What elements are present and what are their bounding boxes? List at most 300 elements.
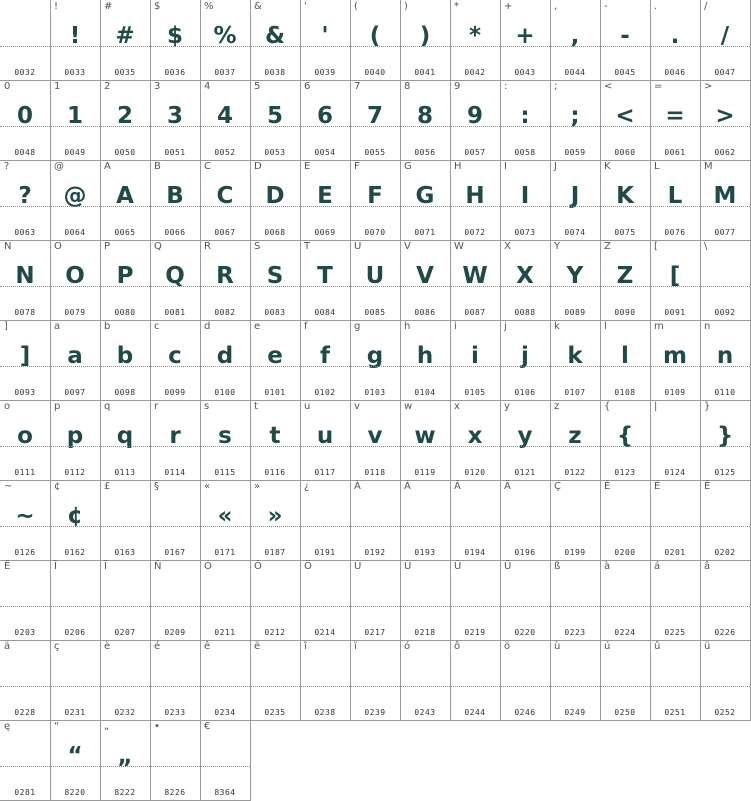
baseline-guide — [0, 526, 50, 527]
baseline-guide — [400, 686, 450, 687]
cell-character-label: Ë — [4, 561, 11, 572]
baseline-guide — [450, 526, 500, 527]
glyph-cell — [650, 0, 701, 81]
cell-code-label: 0224 — [614, 628, 636, 637]
cell-character-label: Î — [54, 561, 57, 572]
cell-glyph-sample: l — [621, 343, 629, 369]
glyph-cell — [250, 400, 301, 481]
cell-code-label: 0073 — [514, 228, 536, 237]
cell-code-label: 0076 — [664, 228, 686, 237]
cell-glyph-sample — [300, 576, 350, 616]
baseline-guide — [100, 446, 150, 447]
baseline-guide — [250, 526, 300, 527]
baseline-guide — [150, 286, 200, 287]
cell-code-label: 0108 — [614, 388, 636, 397]
baseline-guide — [100, 286, 150, 287]
cell-character-label: 2 — [104, 81, 111, 92]
glyph-cell — [250, 0, 301, 81]
cell-glyph-sample: » — [267, 503, 283, 529]
baseline-guide — [100, 126, 150, 127]
cell-character-label: Y — [554, 241, 561, 252]
cell-code-label: 0050 — [114, 148, 136, 157]
glyph-cell — [350, 480, 401, 561]
cell-code-label: 0074 — [564, 228, 586, 237]
glyph-cell — [650, 480, 701, 561]
glyph-cell — [0, 80, 51, 161]
cell-glyph-sample — [0, 16, 50, 56]
cell-code-label: 0069 — [314, 228, 336, 237]
glyph-cell — [250, 240, 301, 321]
cell-code-label: 0171 — [214, 548, 236, 557]
baseline-guide — [50, 766, 100, 767]
baseline-guide — [600, 286, 650, 287]
cell-character-label: „ — [104, 721, 110, 732]
baseline-guide — [100, 766, 150, 767]
cell-code-label: 0065 — [114, 228, 136, 237]
cell-character-label: : — [504, 81, 508, 92]
cell-glyph-sample: C — [216, 183, 234, 209]
cell-character-label: Ö — [304, 561, 312, 572]
baseline-guide — [450, 366, 500, 367]
baseline-guide — [500, 286, 550, 287]
cell-glyph-sample: Y — [566, 263, 584, 289]
glyph-cell — [600, 80, 651, 161]
baseline-guide — [150, 446, 200, 447]
cell-glyph-sample: q — [116, 423, 134, 449]
cell-glyph-sample — [450, 576, 500, 616]
cell-glyph-sample — [700, 256, 750, 296]
cell-code-label: 0117 — [314, 468, 336, 477]
baseline-guide — [100, 46, 150, 47]
glyph-cell — [250, 560, 301, 641]
baseline-guide — [650, 286, 700, 287]
cell-character-label: » — [254, 481, 261, 492]
cell-code-label: 0212 — [264, 628, 286, 637]
cell-code-label: 0103 — [364, 388, 386, 397]
cell-glyph-sample — [200, 576, 250, 616]
cell-glyph-sample: o — [17, 423, 33, 449]
glyph-cell — [100, 720, 151, 801]
baseline-guide — [0, 766, 50, 767]
glyph-cell — [350, 80, 401, 161]
cell-code-label: 0092 — [714, 308, 736, 317]
cell-code-label: 0054 — [314, 148, 336, 157]
cell-character-label: ~ — [4, 481, 13, 492]
baseline-guide — [400, 366, 450, 367]
baseline-guide — [450, 206, 500, 207]
baseline-guide — [250, 206, 300, 207]
cell-code-label: 0109 — [664, 388, 686, 397]
cell-glyph-sample: w — [414, 423, 436, 449]
glyph-cell — [500, 0, 551, 81]
baseline-guide — [150, 126, 200, 127]
cell-glyph-sample: K — [616, 183, 634, 209]
baseline-guide — [250, 46, 300, 47]
glyph-cell — [0, 0, 51, 81]
cell-character-label: u — [304, 401, 311, 412]
cell-code-label: 0067 — [214, 228, 236, 237]
cell-character-label: ' — [304, 1, 307, 12]
cell-glyph-sample: G — [415, 183, 435, 209]
cell-glyph-sample: „ — [117, 743, 133, 769]
baseline-guide — [500, 446, 550, 447]
glyph-cell — [700, 80, 751, 161]
cell-character-label: ¿ — [304, 481, 310, 492]
baseline-guide — [200, 46, 250, 47]
baseline-guide — [250, 286, 300, 287]
cell-glyph-sample — [500, 656, 550, 696]
cell-glyph-sample — [100, 496, 150, 536]
glyph-cell — [200, 160, 251, 241]
cell-glyph-sample — [700, 656, 750, 696]
cell-glyph-sample — [400, 576, 450, 616]
cell-code-label: 0104 — [414, 388, 436, 397]
glyph-cell — [650, 80, 701, 161]
cell-code-label: 8226 — [164, 788, 186, 797]
glyph-cell — [100, 0, 151, 81]
cell-character-label: ó — [404, 641, 411, 652]
cell-code-label: 0081 — [164, 308, 186, 317]
cell-character-label: ¢ — [54, 481, 61, 492]
glyph-cell — [350, 320, 401, 401]
baseline-guide — [450, 286, 500, 287]
cell-code-label: 0201 — [664, 548, 686, 557]
cell-glyph-sample — [400, 656, 450, 696]
baseline-guide — [500, 126, 550, 127]
glyph-cell — [600, 240, 651, 321]
cell-character-label: Â — [454, 481, 461, 492]
cell-character-label: à — [604, 561, 611, 572]
cell-code-label: 0249 — [564, 708, 586, 717]
baseline-guide — [250, 366, 300, 367]
cell-character-label: G — [404, 161, 412, 172]
cell-character-label: ß — [554, 561, 561, 572]
baseline-guide — [350, 126, 400, 127]
cell-character-label: p — [54, 401, 61, 412]
glyph-cell — [150, 560, 201, 641]
cell-code-label: 0036 — [164, 68, 186, 77]
cell-glyph-sample: k — [567, 343, 583, 369]
glyph-cell — [500, 400, 551, 481]
cell-code-label: 0071 — [414, 228, 436, 237]
cell-character-label: g — [354, 321, 361, 332]
cell-code-label: 0086 — [414, 308, 436, 317]
cell-glyph-sample: Z — [616, 263, 634, 289]
cell-glyph-sample — [700, 496, 750, 536]
cell-code-label: 0187 — [264, 548, 286, 557]
baseline-guide — [250, 126, 300, 127]
cell-glyph-sample: 8 — [416, 103, 433, 129]
cell-glyph-sample — [650, 496, 700, 536]
glyph-cell — [300, 400, 351, 481]
glyph-cell — [100, 640, 151, 721]
baseline-guide — [100, 206, 150, 207]
cell-code-label: 0048 — [14, 148, 36, 157]
baseline-guide — [200, 206, 250, 207]
cell-glyph-sample — [150, 576, 200, 616]
cell-glyph-sample: ' — [321, 23, 329, 49]
cell-character-label: m — [654, 321, 664, 332]
cell-code-label: 0032 — [14, 68, 36, 77]
glyph-cell — [600, 320, 651, 401]
baseline-guide — [550, 286, 600, 287]
cell-glyph-sample: 0 — [16, 103, 33, 129]
baseline-guide — [400, 126, 450, 127]
cell-character-label: T — [304, 241, 311, 252]
cell-glyph-sample: y — [517, 423, 533, 449]
baseline-guide — [550, 446, 600, 447]
glyph-cell — [650, 560, 701, 641]
glyph-cell — [150, 320, 201, 401]
glyph-cell — [150, 720, 201, 801]
cell-character-label: O — [54, 241, 62, 252]
glyph-cell — [400, 400, 451, 481]
cell-glyph-sample: E — [317, 183, 333, 209]
baseline-guide — [600, 446, 650, 447]
cell-glyph-sample: 4 — [216, 103, 233, 129]
cell-code-label: 0080 — [114, 308, 136, 317]
baseline-guide — [150, 766, 200, 767]
glyph-cell — [300, 0, 351, 81]
baseline-guide — [650, 126, 700, 127]
cell-glyph-sample — [100, 576, 150, 616]
glyph-cell — [500, 80, 551, 161]
cell-character-label: ë — [254, 641, 261, 652]
cell-code-label: 0239 — [364, 708, 386, 717]
glyph-cell — [150, 400, 201, 481]
cell-code-label: 0106 — [514, 388, 536, 397]
cell-character-label: s — [204, 401, 210, 412]
cell-character-label: Ñ — [154, 561, 162, 572]
cell-glyph-sample — [400, 496, 450, 536]
baseline-guide — [100, 366, 150, 367]
cell-character-label: N — [4, 241, 12, 252]
cell-code-label: 0099 — [164, 388, 186, 397]
glyph-cell — [450, 480, 501, 561]
cell-glyph-sample — [100, 656, 150, 696]
cell-code-label: 0056 — [414, 148, 436, 157]
cell-glyph-sample: { — [616, 423, 634, 449]
cell-code-label: 0066 — [164, 228, 186, 237]
cell-glyph-sample — [300, 496, 350, 536]
cell-glyph-sample: > — [715, 103, 735, 129]
glyph-cell — [50, 720, 101, 801]
cell-code-label: 0252 — [714, 708, 736, 717]
cell-code-label: 0055 — [364, 148, 386, 157]
cell-glyph-sample — [550, 656, 600, 696]
cell-character-label: Q — [154, 241, 162, 252]
glyph-cell — [150, 160, 201, 241]
cell-glyph-sample — [200, 736, 250, 776]
glyph-cell — [200, 0, 251, 81]
baseline-guide — [100, 686, 150, 687]
cell-glyph-sample: a — [67, 343, 83, 369]
glyph-cell — [450, 400, 501, 481]
glyph-cell — [550, 0, 601, 81]
cell-character-label: { — [604, 401, 611, 412]
baseline-guide — [650, 46, 700, 47]
glyph-cell — [50, 160, 101, 241]
cell-character-label: € — [204, 721, 211, 732]
baseline-guide — [50, 686, 100, 687]
cell-glyph-sample: 5 — [266, 103, 283, 129]
cell-code-label: 0228 — [14, 708, 36, 717]
baseline-guide — [250, 686, 300, 687]
cell-code-label: 0090 — [614, 308, 636, 317]
cell-character-label: a — [54, 321, 61, 332]
cell-glyph-sample: ] — [19, 343, 31, 369]
baseline-guide — [0, 446, 50, 447]
baseline-guide — [700, 46, 750, 47]
cell-glyph-sample: p — [66, 423, 84, 449]
glyph-cell — [250, 160, 301, 241]
baseline-guide — [650, 526, 700, 527]
cell-glyph-sample — [600, 496, 650, 536]
cell-character-label: U — [354, 241, 362, 252]
cell-character-label: B — [154, 161, 161, 172]
glyph-cell — [300, 640, 351, 721]
cell-code-label: 0068 — [264, 228, 286, 237]
cell-code-label: 0162 — [64, 548, 86, 557]
glyph-cell — [400, 560, 451, 641]
cell-character-label: J — [554, 161, 557, 172]
baseline-guide — [600, 526, 650, 527]
cell-character-label: I — [504, 161, 507, 172]
glyph-cell — [50, 400, 101, 481]
cell-character-label: i — [454, 321, 457, 332]
baseline-guide — [500, 606, 550, 607]
cell-glyph-sample: W — [462, 263, 488, 289]
glyph-cell — [0, 640, 51, 721]
cell-glyph-sample: X — [516, 263, 534, 289]
cell-code-label: 0063 — [14, 228, 36, 237]
cell-glyph-sample: * — [468, 23, 482, 49]
baseline-guide — [50, 126, 100, 127]
glyph-cell — [100, 480, 151, 561]
glyph-cell — [400, 320, 451, 401]
cell-glyph-sample: R — [216, 263, 234, 289]
cell-code-label: 0281 — [14, 788, 36, 797]
cell-code-label: 0219 — [464, 628, 486, 637]
glyph-cell — [250, 480, 301, 561]
glyph-cell — [400, 0, 451, 81]
cell-glyph-sample — [500, 576, 550, 616]
cell-code-label: 0110 — [714, 388, 736, 397]
cell-character-label: D — [254, 161, 262, 172]
glyph-cell — [150, 480, 201, 561]
cell-code-label: 0033 — [64, 68, 86, 77]
cell-character-label: x — [454, 401, 460, 412]
baseline-guide — [650, 366, 700, 367]
cell-code-label: 0107 — [564, 388, 586, 397]
cell-glyph-sample — [550, 576, 600, 616]
cell-character-label: t — [254, 401, 258, 412]
glyph-cell — [300, 80, 351, 161]
glyph-cell — [200, 640, 251, 721]
cell-character-label: f — [304, 321, 308, 332]
cell-character-label: Ç — [554, 481, 561, 492]
cell-glyph-sample: t — [269, 423, 281, 449]
glyph-cell — [250, 80, 301, 161]
baseline-guide — [50, 446, 100, 447]
cell-character-label: v — [354, 401, 360, 412]
glyph-cell — [600, 0, 651, 81]
cell-code-label: 0225 — [664, 628, 686, 637]
cell-character-label: w — [404, 401, 413, 412]
glyph-cell — [100, 320, 151, 401]
cell-glyph-sample: b — [116, 343, 134, 369]
baseline-guide — [450, 446, 500, 447]
cell-code-label: 0113 — [114, 468, 136, 477]
baseline-guide — [200, 766, 250, 767]
cell-character-label: \ — [704, 241, 708, 252]
baseline-guide — [300, 286, 350, 287]
cell-glyph-sample: m — [663, 343, 687, 369]
glyph-cell — [550, 160, 601, 241]
cell-glyph-sample: & — [264, 23, 286, 49]
glyph-cell — [400, 480, 451, 561]
cell-character-label: ô — [454, 641, 461, 652]
cell-code-label: 0100 — [214, 388, 236, 397]
cell-code-label: 0234 — [214, 708, 236, 717]
cell-glyph-sample: O — [65, 263, 85, 289]
glyph-cell — [450, 320, 501, 401]
cell-character-label: l — [604, 321, 607, 332]
glyph-cell — [200, 240, 251, 321]
cell-code-label: 0085 — [364, 308, 386, 317]
cell-glyph-sample — [250, 576, 300, 616]
baseline-guide — [700, 206, 750, 207]
cell-glyph-sample: x — [467, 423, 483, 449]
cell-code-label: 8220 — [64, 788, 86, 797]
cell-character-label: ï — [354, 641, 357, 652]
cell-character-label: ê — [204, 641, 211, 652]
cell-code-label: 0093 — [14, 388, 36, 397]
cell-character-label: 5 — [254, 81, 261, 92]
cell-code-label: 0064 — [64, 228, 86, 237]
cell-glyph-sample: , — [570, 23, 580, 49]
cell-glyph-sample: 7 — [366, 103, 383, 129]
baseline-guide — [400, 606, 450, 607]
cell-code-label: 0105 — [464, 388, 486, 397]
cell-glyph-sample: “ — [67, 743, 83, 769]
cell-character-label: À — [354, 481, 361, 492]
glyph-cell — [400, 640, 451, 721]
cell-glyph-sample — [150, 496, 200, 536]
cell-code-label: 0193 — [414, 548, 436, 557]
baseline-guide — [500, 526, 550, 527]
cell-code-label: 0125 — [714, 468, 736, 477]
cell-glyph-sample — [500, 496, 550, 536]
cell-character-label: £ — [104, 481, 111, 492]
cell-code-label: 0233 — [164, 708, 186, 717]
cell-character-label: y — [504, 401, 510, 412]
cell-character-label: E — [304, 161, 311, 172]
baseline-guide — [600, 126, 650, 127]
cell-code-label: 0083 — [264, 308, 286, 317]
cell-code-label: 0194 — [464, 548, 486, 557]
cell-code-label: 0088 — [514, 308, 536, 317]
glyph-cell — [450, 160, 501, 241]
cell-character-label: Ù — [354, 561, 362, 572]
cell-code-label: 0037 — [214, 68, 236, 77]
baseline-guide — [150, 686, 200, 687]
cell-glyph-sample: - — [620, 23, 630, 49]
cell-code-label: 0098 — [114, 388, 136, 397]
cell-glyph-sample: # — [115, 23, 135, 49]
cell-glyph-sample: H — [465, 183, 485, 209]
cell-character-label: ù — [554, 641, 561, 652]
